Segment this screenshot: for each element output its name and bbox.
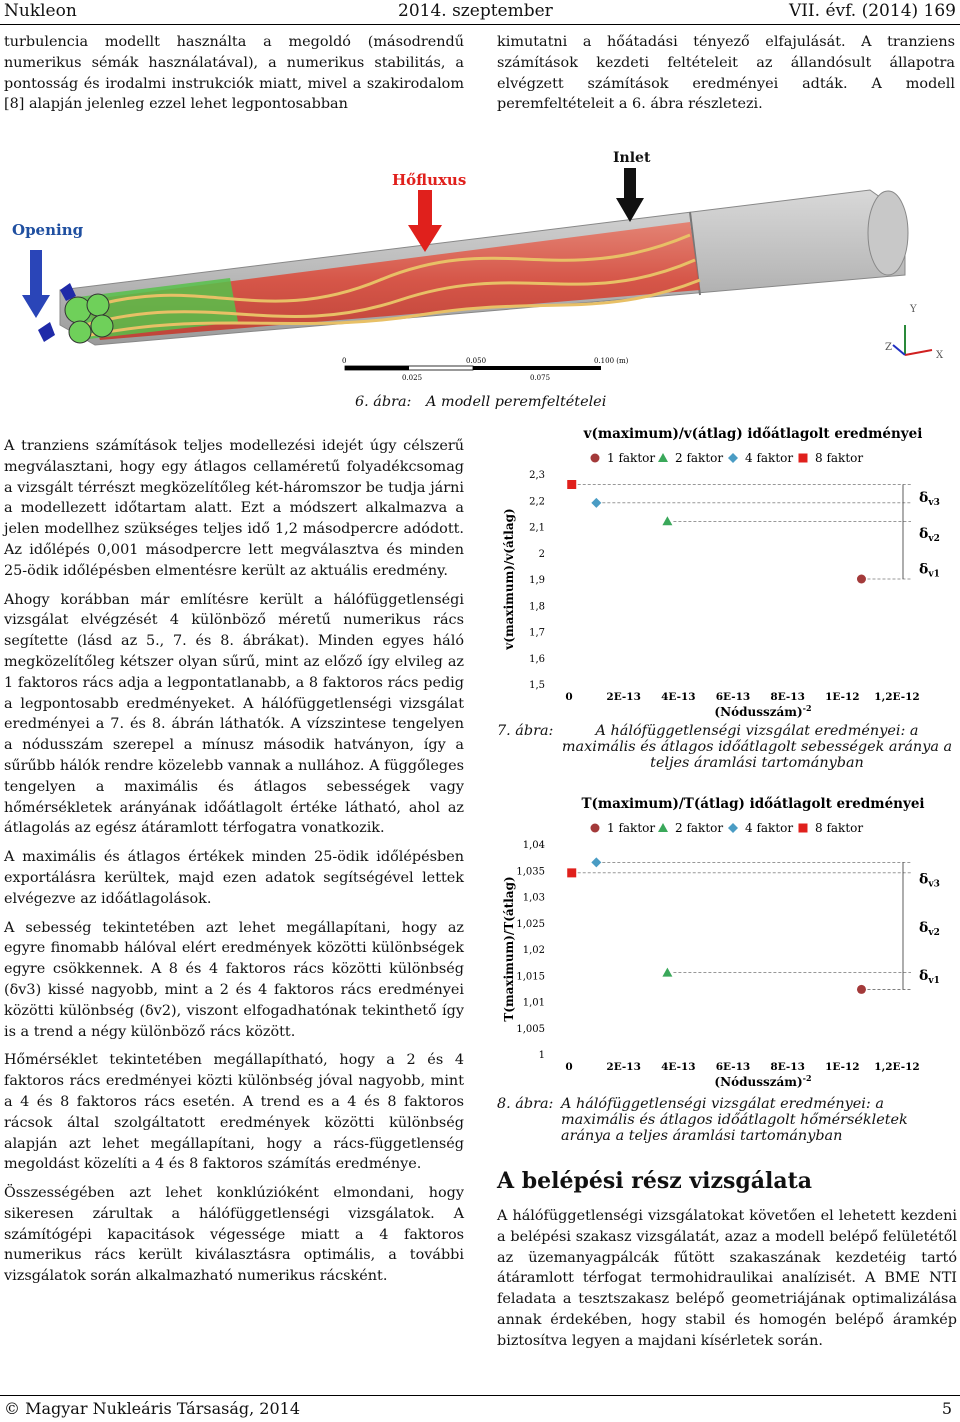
paragraph: A maximális és átlagos értékek minden 25-ödik időlépésben exportálásra kerültek, majd ezen adatok segítségével lettek elvégezve az időátlagolások. (4, 849, 464, 907)
page-footer (0, 1395, 960, 1422)
volume-info: VII. évf. (2014) 169 (788, 1, 956, 21)
x-axis-label: (Nódusszám)$^{-2}$ (714, 1073, 812, 1089)
y-tick-label: 1,03 (522, 892, 545, 904)
inlet-label: Inlet (613, 150, 651, 166)
y-tick-label: 1,025 (516, 918, 545, 930)
delta-label-subscript: v2 (928, 927, 940, 938)
delta-label-subscript: v3 (928, 879, 940, 890)
heat-flux-label: Hőfluxus (392, 171, 467, 189)
model-illustration (0, 140, 960, 390)
section-inlet (497, 1168, 957, 1194)
y-tick-label: 1,01 (522, 997, 545, 1009)
x-tick-label: 6E-13 (715, 691, 751, 703)
x-axis-label-exponent: -2 (802, 1073, 812, 1083)
paragraph: A hálófüggetlenségi vizsgálatokat követően el lehetett kezdeni a belépési szakasz vizsgálatát, azaz a modell belépő felületétől az üzemanyagpálcák fűtött szakaszának kezdetéig tartó átáramlott térfogat termohidraulikai analízisét. A BME NTI feladata a tesztszakasz belépő geometriájának optimalizálása annak érdekében, hogy stabil és homogén belépő áramkép biztosítva legyen a majdani kísérletek során. (497, 1208, 957, 1349)
x-tick-label: 6E-13 (715, 1061, 751, 1073)
chart-title: v(maximum)/v(átlag) időátlagolt eredményei (583, 426, 923, 442)
paragraph: A tranziens számítások teljes modellezési idejét úgy célszerű megválasztani, hogy egy átlagos cellaméretű folyadékcsomag a vizsgált térrészt megközelítőleg két-háromszor be tudja járni a modellezett időtartam alatt. Ezt a módszert alkalmazva a jelen modellhez szükséges teljes idő 1,2 másodpercre adódott. Az időlépés 0,001 másodpercre lett megválasztva és minden 25-ödik időlépésben elmentésre került az aktuális eredmény. (4, 438, 464, 579)
data-point (857, 575, 866, 584)
delta-label: $\delta_{v2}$ (919, 525, 940, 544)
legend-marker (658, 823, 668, 832)
journal-name: Nukleon (4, 1, 77, 21)
x-tick-label: 8E-13 (770, 691, 805, 703)
x-tick-label: 4E-13 (661, 1061, 696, 1073)
legend-entry: 8 faktor (815, 451, 864, 465)
legend-marker (728, 453, 738, 463)
paragraph: Ahogy korábban már említésre került a hálófüggetlenségi vizsgálat elvégzését 4 különböző méretű numerikus rács segítette (lásd az 5., 7. és 8. ábrákat). Minden egyes háló megközelítőleg kétszer olyan sűrű, mint az előző így elvileg az 1 faktoros rács adja a legpontatlanabb, a 8 faktoros rács pedig a legpontosabb eredményeket. A hálófüggetlenségi vizsgálat eredményei a 7. és 8. ábrán láthatók. A vízszintese tengelyen a nódusszám szerepel a mínusz második hatványon, így a sűrűbb hálók rendre közelebb vannak a nullához. A függőleges tengelyen a maximális és átlagos sebességek vagy hőmérsékletek arányának időátlagolt értéke látható, ahol az átlagolás az egész átáramlott térfogatra vonatkozik. (4, 591, 464, 837)
scale-tick: 0 (342, 357, 347, 365)
x-tick-label: 1,2E-12 (874, 691, 920, 703)
legend-marker (799, 824, 808, 833)
heat-flux-arrow-icon (408, 190, 442, 252)
top-right-column (497, 32, 955, 123)
x-tick-label: 0 (565, 1061, 573, 1073)
delta-label-subscript: v1 (928, 569, 940, 580)
page-header (0, 0, 960, 25)
x-tick-label: 1,2E-12 (874, 1061, 920, 1073)
figure-8-chart (497, 790, 957, 1090)
legend-entry: 1 faktor (607, 451, 656, 465)
caption-text: A hálófüggetlenségi vizsgálat eredményei: a maximális és átlagos időátlagolt hőmérsékletek aránya a teljes áramlási tartományban (561, 1096, 908, 1144)
y-tick-label: 1,9 (529, 575, 545, 586)
y-tick-label: 2,3 (529, 470, 545, 481)
legend-entry: 4 faktor (745, 821, 794, 835)
paragraph: turbulencia modellt használta a megoldó (másodrendű numerikus sémák használatával), a numerikus stabilitás, a pontosság és irodalmi instrukciók miatt, mivel a szakirodalom [8] alapján jelenleg ezzel lehet legpontosabban (4, 34, 464, 113)
y-axis-label: v(maximum)/v(átlag) (502, 508, 516, 650)
data-point (662, 516, 672, 525)
caption-number: 8. ábra: (497, 1096, 554, 1112)
y-tick-label: 1,7 (529, 627, 545, 639)
legend-marker (658, 453, 668, 462)
y-axis-label: T(maximum)/T(átlag) (502, 876, 516, 1022)
section-heading: A belépési rész vizsgálata (497, 1168, 813, 1194)
paragraph: Hőmérséklet tekintetében megállapítható, hogy a 2 és 4 faktoros rács eredményei közti különbség jóval nagyobb, mint a 4 és 8 faktoros rács esetén. A trend es a 4 és 8 faktoros rácsok által szolgáltatott eredmények közötti különbség alapján azt lehet megállapítani, hogy a rács-függetlenség megoldást közelíti a 4 és 8 faktoros számítás eredménye. (4, 1052, 464, 1173)
x-tick-label: 8E-13 (770, 1061, 805, 1073)
axis-y-label: Y (910, 304, 917, 315)
caption-number: 7. ábra: (497, 723, 554, 739)
caption-text: A hálófüggetlenségi vizsgálat eredményei: a maximális és átlagos időátlagolt sebességek aránya a teljes áramlási tartományban (561, 723, 953, 771)
axis-z-label: Z (885, 342, 892, 353)
delta-label: $\delta_{v2}$ (919, 919, 940, 938)
y-tick-label: 1,02 (522, 945, 545, 956)
figure-6 (0, 140, 960, 390)
left-body-column (4, 436, 464, 1295)
section-body (497, 1206, 957, 1360)
axis-x-label: X (936, 350, 944, 361)
x-axis-label: (Nódusszám)$^{-2}$ (714, 703, 812, 719)
scale-tick: 0.075 (530, 374, 551, 382)
figure-7-chart (497, 420, 957, 720)
caption-text: A modell peremfeltételei (425, 394, 607, 410)
legend-entry: 4 faktor (745, 451, 794, 465)
y-tick-label: 2,2 (529, 496, 545, 508)
data-point (567, 480, 576, 489)
delta-label-subscript: v3 (928, 497, 940, 508)
data-point (591, 498, 601, 508)
y-tick-label: 1,035 (516, 866, 545, 878)
y-tick-label: 1,015 (516, 971, 545, 983)
data-point (567, 868, 576, 877)
scale-tick: 0.100 (m) (594, 357, 629, 365)
opening-arrow-icon (22, 250, 50, 318)
legend-marker (591, 454, 600, 463)
legend-marker (728, 823, 738, 833)
delta-label-subscript: v1 (928, 976, 940, 987)
y-tick-label: 1,6 (529, 653, 545, 665)
scale-tick: 0.025 (402, 374, 423, 382)
legend-entry: 1 faktor (607, 821, 656, 835)
inlet-arrow-icon (616, 168, 644, 222)
delta-label-subscript: v2 (928, 533, 940, 544)
y-tick-label: 2 (538, 548, 545, 560)
x-tick-label: 0 (565, 691, 573, 703)
chart-title: T(maximum)/T(átlag) időátlagolt eredményei (581, 796, 925, 812)
y-tick-label: 1,005 (516, 1023, 545, 1035)
y-tick-label: 1,04 (522, 840, 545, 851)
x-tick-label: 2E-13 (606, 691, 641, 703)
data-point (591, 857, 601, 867)
data-point (662, 968, 672, 977)
legend-entry: 2 faktor (675, 821, 724, 835)
page-number: 5 (941, 1399, 952, 1418)
paragraph: kimutatni a hőátadási tényező elfajulását. A tranziens számítások kezdeti feltételeit az állandósult állapotra elvégzett számítások eredményei adták. A modell peremfeltételeit a 6. ábra részletezi. (497, 34, 955, 113)
x-tick-label: 4E-13 (661, 691, 696, 703)
delta-label: $\delta_{v3}$ (919, 871, 940, 890)
data-point (857, 985, 866, 994)
paragraph: Összességében azt lehet konklúzióként elmondani, hogy sikeresen zárultak a hálófüggetlenségi vizsgálatok. A számítógépi kapacitások végessége miatt a 4 faktoros numerikus rács került kiválasztásra optimális, a további vizsgálatok során alkalmazható numerikus rácsként. (4, 1185, 464, 1285)
figure-6-caption (355, 394, 606, 410)
legend-entry: 8 faktor (815, 821, 864, 835)
scale-tick: 0.050 (466, 357, 487, 365)
x-tick-label: 1E-12 (825, 1061, 860, 1073)
delta-label: $\delta_{v1}$ (919, 968, 940, 987)
copyright: © Magyar Nukleáris Társaság, 2014 (4, 1399, 300, 1418)
y-tick-label: 2,1 (529, 522, 545, 534)
y-tick-label: 1 (538, 1050, 545, 1061)
issue-date: 2014. szeptember (398, 1, 553, 21)
caption-number: 6. ábra: (355, 394, 412, 410)
delta-label: $\delta_{v1}$ (919, 561, 940, 580)
velocity-ratio-chart (497, 420, 957, 720)
y-tick-label: 1,8 (529, 601, 545, 613)
legend-marker (799, 454, 808, 463)
paragraph: A sebesség tekintetében azt lehet megállapítani, hogy az egyre finomabb hálóval elért eredmények közötti különbségek egyre csökkennek. A 8 és 4 faktoros rács közötti különbség (δv3) kissé nagyobb, mint a 2 és 4 faktoros rács eredményei közötti különbség (δv2), viszont elfogadhatónak tekinthető így is a trend a négy különböző rács között. (4, 919, 464, 1040)
legend-entry: 2 faktor (675, 451, 724, 465)
legend-marker (591, 824, 600, 833)
x-axis-label-exponent: -2 (802, 703, 812, 713)
delta-label: $\delta_{v3}$ (919, 489, 940, 508)
y-tick-label: 1,5 (529, 680, 545, 691)
temperature-ratio-chart (497, 790, 957, 1090)
x-tick-label: 1E-12 (825, 691, 860, 703)
top-left-column (4, 32, 464, 123)
x-tick-label: 2E-13 (606, 1061, 641, 1073)
opening-label: Opening (12, 221, 84, 239)
